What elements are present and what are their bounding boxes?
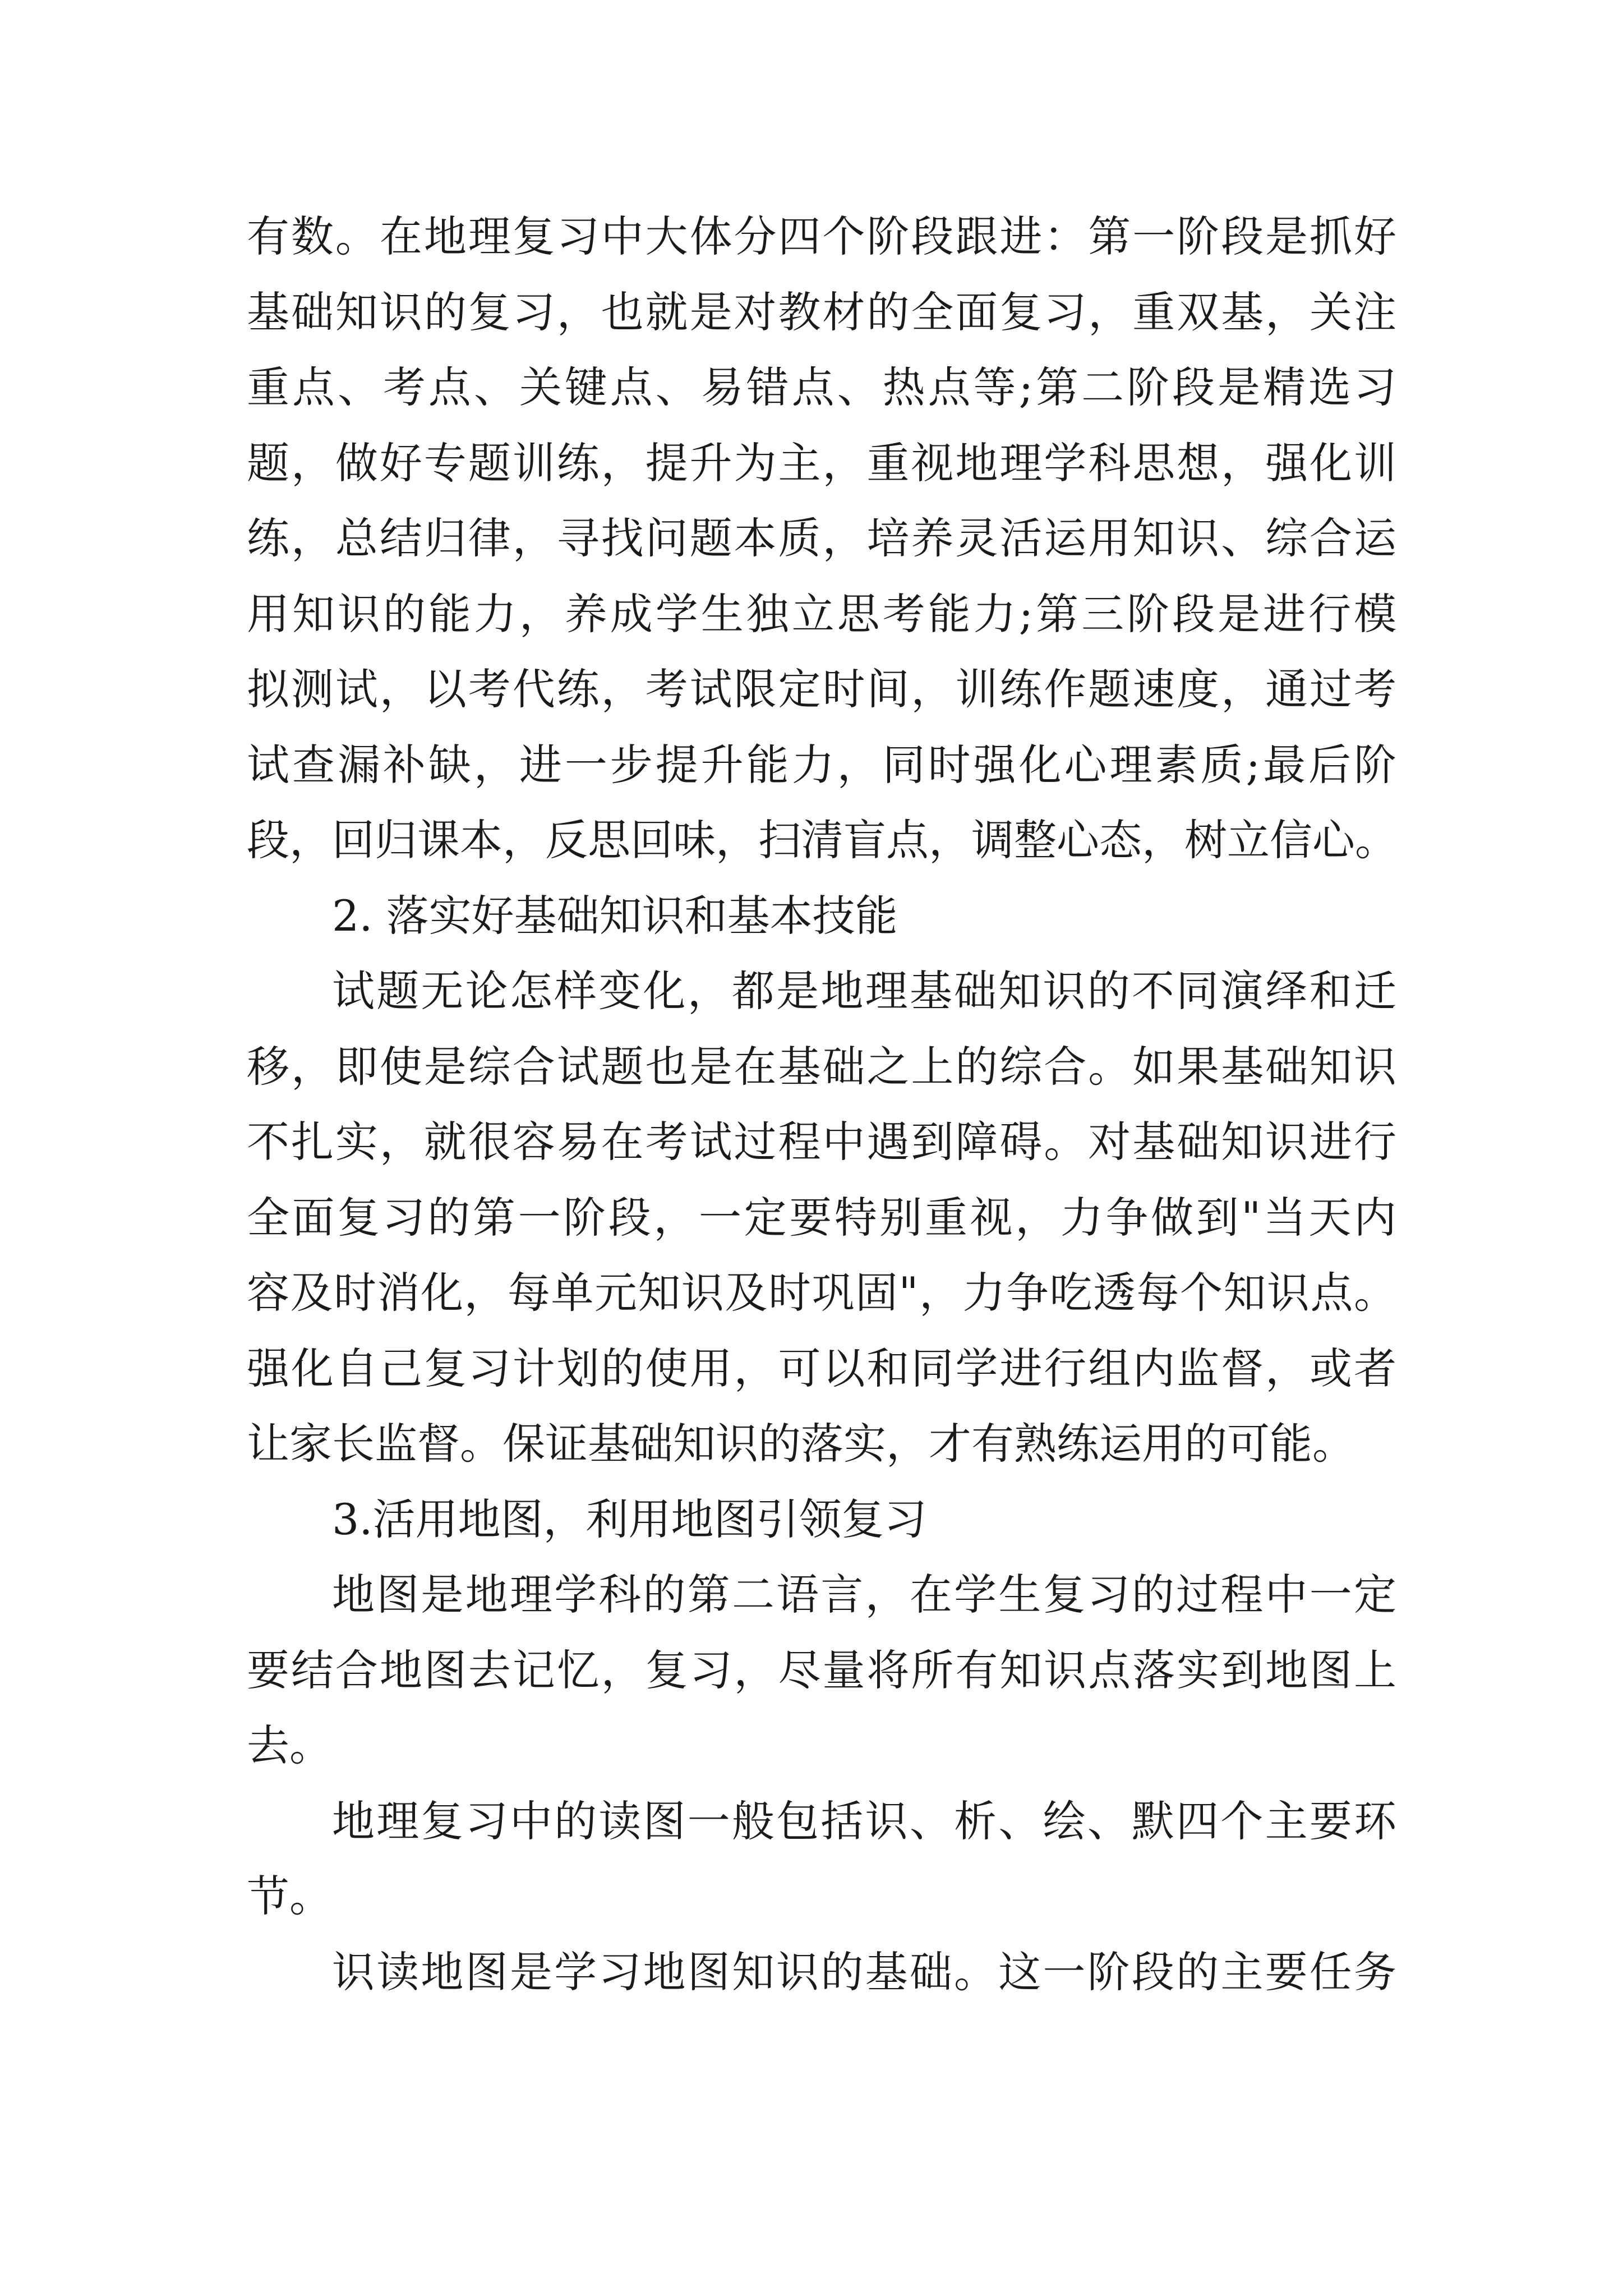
text-line: 重点、考点、关键点、易错点、热点等;第二阶段是精选习 [247, 362, 1396, 412]
text-line: 容及时消化，每单元知识及时巩固"，力争吃透每个知识点。 [247, 1268, 1396, 1318]
text-line: 强化自己复习计划的使用，可以和同学进行组内监督，或者 [247, 1343, 1396, 1393]
section-heading: 3.活用地图，利用地图引领复习 [332, 1494, 927, 1544]
text-line: 地图是地理学科的第二语言，在学生复习的过程中一定 [332, 1570, 1396, 1619]
text-line: 去。 [247, 1720, 332, 1770]
section-heading: 2. 落实好基础知识和基本技能 [332, 890, 898, 941]
text-line: 练，总结归律，寻找问题本质，培养灵活运用知识、综合运 [247, 513, 1396, 563]
text-line: 地理复习中的读图一般包括识、析、绘、默四个主要环 [332, 1796, 1396, 1846]
text-line: 试题无论怎样变化，都是地理基础知识的不同演绎和迁 [332, 966, 1396, 1016]
text-line: 移，即使是综合试题也是在基础之上的综合。如果基础知识 [247, 1041, 1396, 1092]
text-line: 有数。在地理复习中大体分四个阶段跟进：第一阶段是抓好 [247, 211, 1396, 261]
body-text [247, 199, 1396, 2010]
text-line: 段，回归课本，反思回味，扫清盲点，调整心态，树立信心。 [247, 815, 1398, 865]
text-line: 用知识的能力，养成学生独立思考能力;第三阶段是进行模 [247, 588, 1396, 639]
text-line: 拟测试，以考代练，考试限定时间，训练作题速度，通过考 [247, 664, 1396, 714]
text-line: 不扎实，就很容易在考试过程中遇到障碍。对基础知识进行 [247, 1117, 1396, 1167]
text-line: 基础知识的复习，也就是对教材的全面复习，重双基，关注 [247, 287, 1396, 337]
text-line: 识读地图是学习地图知识的基础。这一阶段的主要任务 [332, 1947, 1396, 1997]
text-line: 让家长监督。保证基础知识的落实，才有熟练运用的可能。 [247, 1419, 1355, 1469]
text-line: 题，做好专题训练，提升为主，重视地理学科思想，强化训 [247, 438, 1396, 488]
text-line: 要结合地图去记忆，复习，尽量将所有知识点落实到地图上 [247, 1645, 1396, 1695]
text-line: 全面复习的第一阶段，一定要特别重视，力争做到"当天内 [247, 1192, 1396, 1243]
text-line: 试查漏补缺，进一步提升能力，同时强化心理素质;最后阶 [247, 739, 1396, 790]
text-line: 节。 [247, 1871, 332, 1921]
